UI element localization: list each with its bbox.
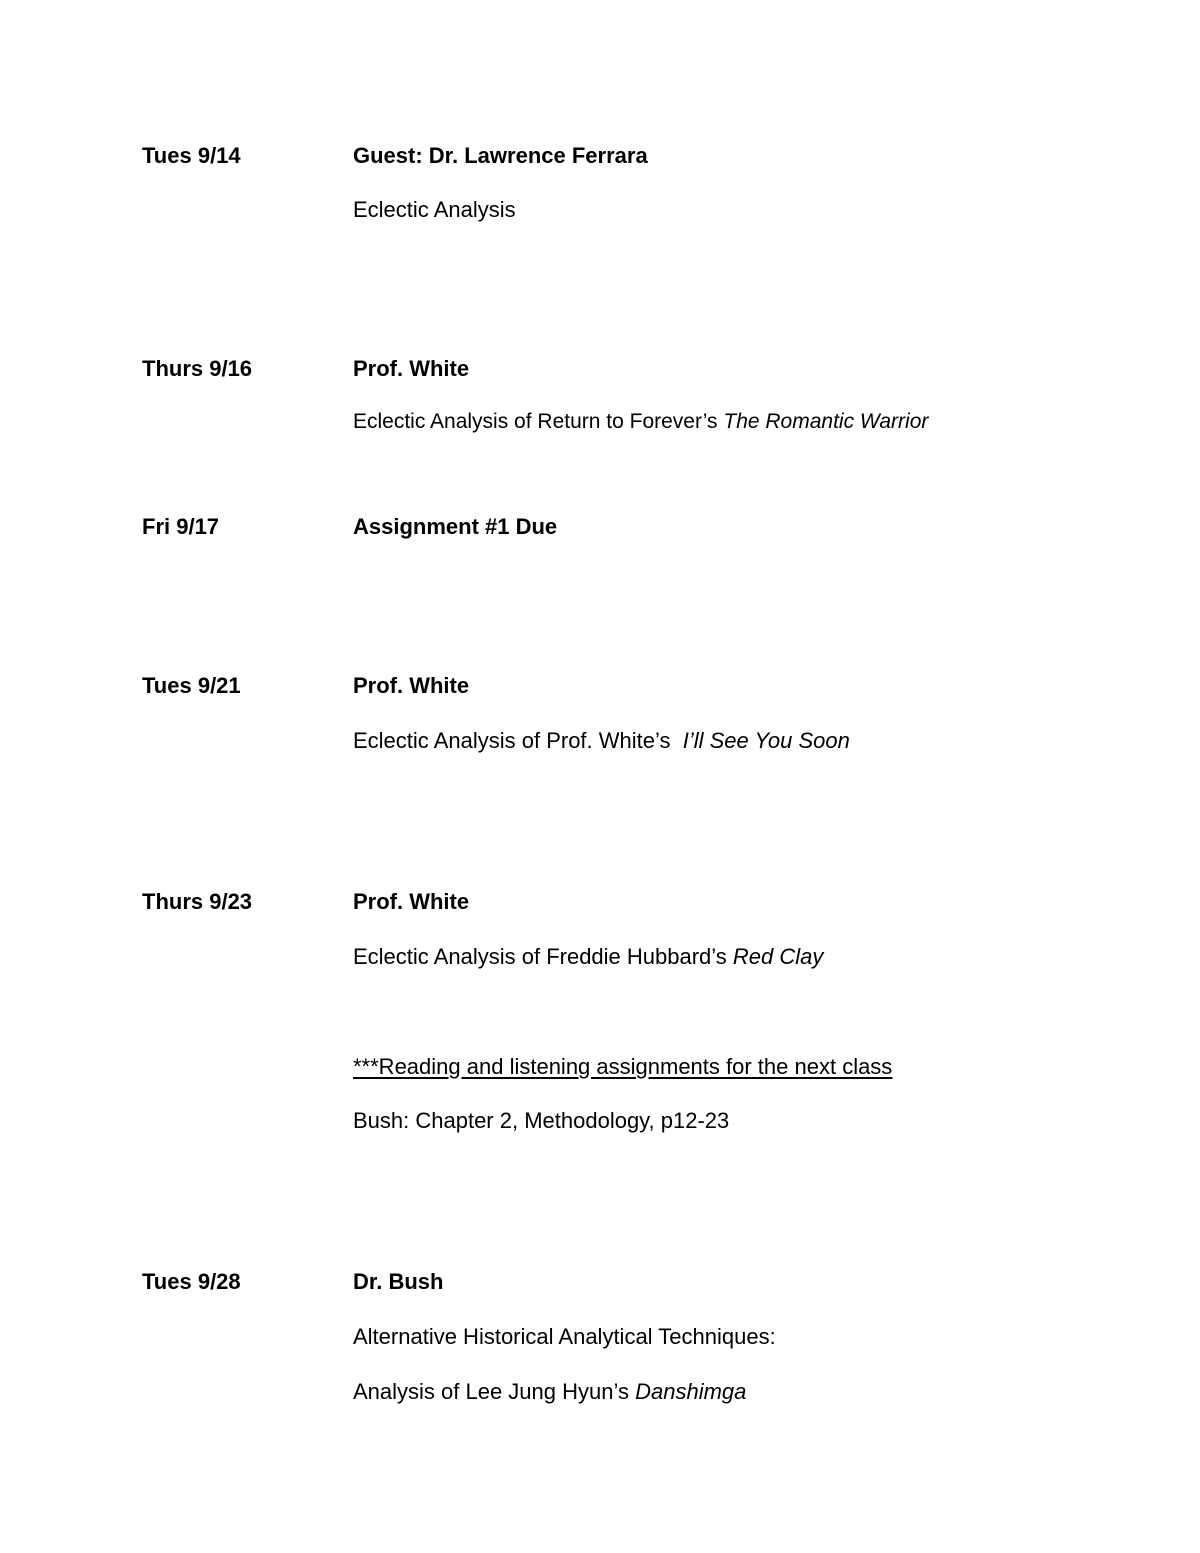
work-title: I’ll See You Soon [682,728,850,753]
session-topic [353,728,850,754]
topic-text: Eclectic Analysis of Freddie Hubbard’s [353,944,733,969]
date-label: Thurs 9/23 [142,889,253,914]
date-label: Thurs 9/16 [142,356,253,381]
session-topic: Alternative Historical Analytical Techniques: [353,1324,776,1349]
session-heading: Prof. White [353,673,470,698]
session-heading: Prof. White [353,356,470,381]
session-topic [353,1379,746,1405]
work-title: Red Clay [732,944,824,969]
session-topic [353,944,823,970]
reading-assignment-item: Bush: Chapter 2, Methodology, p12-23 [353,1108,730,1133]
topic-text: Eclectic Analysis of Prof. White’s [353,728,683,753]
session-heading: Assignment #1 Due [353,514,558,539]
topic-text: Eclectic Analysis of Return to Forever’s [353,410,724,433]
session-topic: Eclectic Analysis [353,197,516,222]
session-heading: Dr. Bush [353,1269,444,1294]
topic-text: Analysis of Lee Jung Hyun’s [353,1379,636,1404]
reading-assignment-heading: ***Reading and listening assignments for the next class [353,1054,893,1079]
work-title: The Romantic Warrior [723,410,929,433]
work-title: Danshimga [635,1379,747,1404]
date-label: Fri 9/17 [142,514,220,539]
session-heading: Prof. White [353,889,470,914]
date-label: Tues 9/28 [142,1269,241,1294]
date-label: Tues 9/21 [142,673,241,698]
session-heading: Guest: Dr. Lawrence Ferrara [353,143,648,168]
date-label: Tues 9/14 [142,143,241,168]
session-topic [353,409,928,435]
